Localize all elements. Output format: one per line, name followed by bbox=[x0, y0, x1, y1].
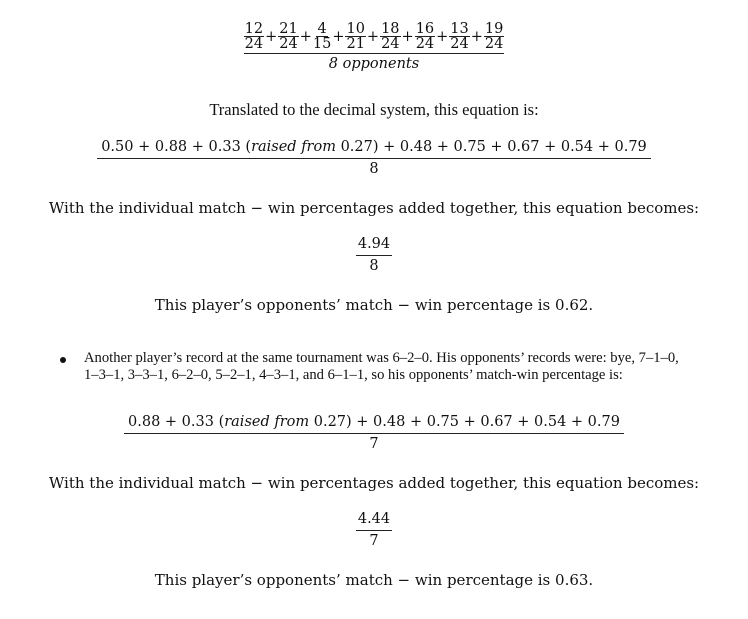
plus-sign: + bbox=[401, 28, 414, 45]
small-fraction-numerator: 13 bbox=[450, 21, 469, 37]
decimal-sum-2-numerator: 0.88 + 0.33 (raised from 0.27) + 0.48 + 0.75 + 0.67 + 0.54 + 0.79 bbox=[124, 414, 624, 434]
equation-total-1 bbox=[0, 236, 748, 274]
plus-sign: + bbox=[366, 28, 380, 45]
small-fraction bbox=[380, 22, 400, 51]
small-fraction-denominator: 15 bbox=[312, 36, 332, 52]
decimal-sum-numerator: 0.50 + 0.88 + 0.33 (raised from 0.27) + 0.48 + 0.75 + 0.67 + 0.54 + 0.79 bbox=[97, 139, 651, 159]
small-fraction-numerator: 18 bbox=[381, 21, 400, 37]
bullet-point bbox=[60, 357, 66, 363]
small-fraction-denominator: 24 bbox=[381, 36, 400, 52]
total-2-numerator: 4.44 bbox=[356, 511, 392, 531]
decimal-sum-2-denominator: 7 bbox=[369, 436, 379, 452]
equation-fraction-sum bbox=[0, 22, 748, 72]
small-fraction-denominator: 24 bbox=[279, 36, 298, 52]
result-text-2: This player’s opponents’ match − win percentage is 0.63. bbox=[154, 571, 594, 589]
small-fraction-numerator: 19 bbox=[484, 21, 504, 37]
equation-decimal-sum-2 bbox=[0, 414, 748, 452]
small-fraction bbox=[415, 22, 435, 51]
small-fraction bbox=[244, 22, 264, 51]
small-fraction-denominator: 24 bbox=[484, 36, 504, 52]
translated-text: Translated to the decimal system, this equation is: bbox=[209, 100, 539, 119]
result-text-1: This player’s opponents’ match − win percentage is 0.62. bbox=[154, 296, 594, 314]
small-fraction-denominator: 24 bbox=[450, 36, 469, 52]
small-fraction-denominator: 24 bbox=[244, 36, 264, 52]
equation-total-2 bbox=[0, 511, 748, 549]
total-1-denominator: 8 bbox=[369, 258, 379, 274]
small-fraction-numerator: 21 bbox=[279, 21, 298, 37]
bullet-paragraph bbox=[84, 350, 724, 384]
plus-sign: + bbox=[470, 28, 483, 45]
small-fraction bbox=[345, 22, 365, 51]
added-together-text-1: With the individual match − win percentages added together, this equation becomes: bbox=[48, 199, 700, 217]
small-fraction bbox=[449, 22, 469, 51]
equation-decimal-sum bbox=[0, 139, 748, 177]
small-fraction-numerator: 10 bbox=[346, 21, 365, 37]
decimal-sum-denominator: 8 bbox=[369, 161, 379, 177]
total-2-denominator: 7 bbox=[369, 533, 379, 549]
fraction-sum-denominator: 8 opponents bbox=[328, 56, 420, 72]
bullet-line-2: 1–3–1, 3–3–1, 6–2–0, 5–2–1, 4–3–1, and 6–1–1, so his opponents’ match-win percentage is: bbox=[84, 367, 623, 383]
small-fraction-numerator: 4 bbox=[317, 21, 327, 37]
small-fraction-numerator: 12 bbox=[244, 21, 264, 37]
plus-sign: + bbox=[436, 28, 449, 45]
small-fraction bbox=[313, 22, 331, 51]
total-1-numerator: 4.94 bbox=[356, 236, 392, 256]
fraction-sum-numerator bbox=[244, 22, 505, 54]
small-fraction bbox=[484, 22, 504, 51]
small-fraction-numerator: 16 bbox=[415, 21, 435, 37]
small-fraction-denominator: 21 bbox=[346, 36, 365, 52]
plus-sign: + bbox=[265, 28, 278, 45]
added-together-text-2: With the individual match − win percentages added together, this equation becomes: bbox=[48, 474, 700, 492]
small-fraction bbox=[278, 22, 298, 51]
plus-sign: + bbox=[299, 28, 312, 45]
bullet-line-1: Another player’s record at the same tournament was 6–2–0. His opponents’ records were: bye, 7–1–0, bbox=[84, 350, 679, 366]
small-fraction-denominator: 24 bbox=[415, 36, 435, 52]
plus-sign: + bbox=[332, 28, 345, 45]
